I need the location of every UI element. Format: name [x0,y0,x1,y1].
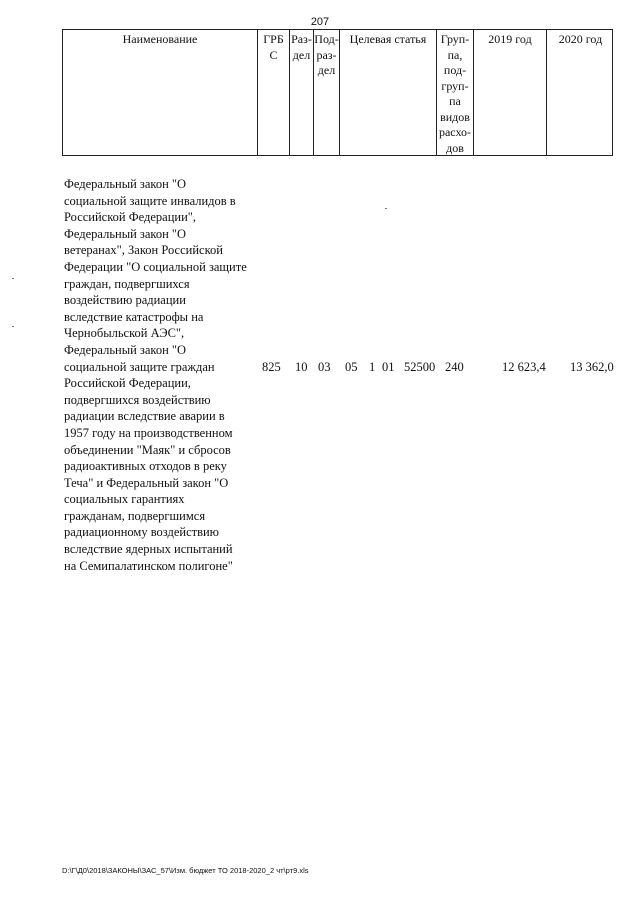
header-podrazdel: Под- раз- дел [314,30,340,155]
cell-2019: 12 623,4 [502,360,546,374]
table-header [62,29,613,156]
footer-file-path: D:\Г\Д0\2018\ЗАКОНЫ\ЗАС_57\Изм. бюджет ТО 2018-2020_2 чт\рт9.xls [62,866,309,875]
header-name: Наименование [63,30,258,155]
scan-speck [12,278,14,279]
header-2019: 2019 год [474,30,547,155]
scan-speck [12,326,14,327]
cell-podrazdel: 03 [318,360,331,374]
cell-grbs: 825 [262,360,281,374]
header-2020: 2020 год [558,32,603,46]
row-name: Федеральный закон "О социальной защите инвалидов в Российской Федерации", Федеральный закон "О ветеранах", Закон Российской Федерации "О социальной защите граждан, подвергшихся воздействию радиации вследствие катастрофы на Чернобыльской АЭС", Федеральный закон "О социальной защите граждан Российской Федерации, подвергшихся воздействию радиации вследствие аварии в 1957 году на производственном объединении "Маяк" и сбросов радиоактивных отходов в реку Теча" и Федеральный закон "О социальных гарантиях гражданам, подвергшимся радиационному воздействию вследствие ядерных испытаний на Семипалатинском полигоне" [64,177,247,573]
header-razdel: Раз- дел [290,30,314,155]
cell-target-event: 01 [382,360,395,374]
scan-speck [385,208,387,209]
header-target: Целевая статья [340,30,437,155]
header-grbs: ГРБ С [258,30,290,155]
cell-razdel: 10 [295,360,308,374]
cell-target-code: 52500 [404,360,436,374]
header-group: Груп- па, под- груп- па видов расхо- дов [437,30,474,155]
cell-2020: 13 362,0 [570,360,614,374]
page-number: 207 [310,16,330,28]
cell-target-program: 05 [345,360,358,374]
cell-group: 240 [445,360,464,374]
cell-target-subprogram: 1 [369,360,376,374]
